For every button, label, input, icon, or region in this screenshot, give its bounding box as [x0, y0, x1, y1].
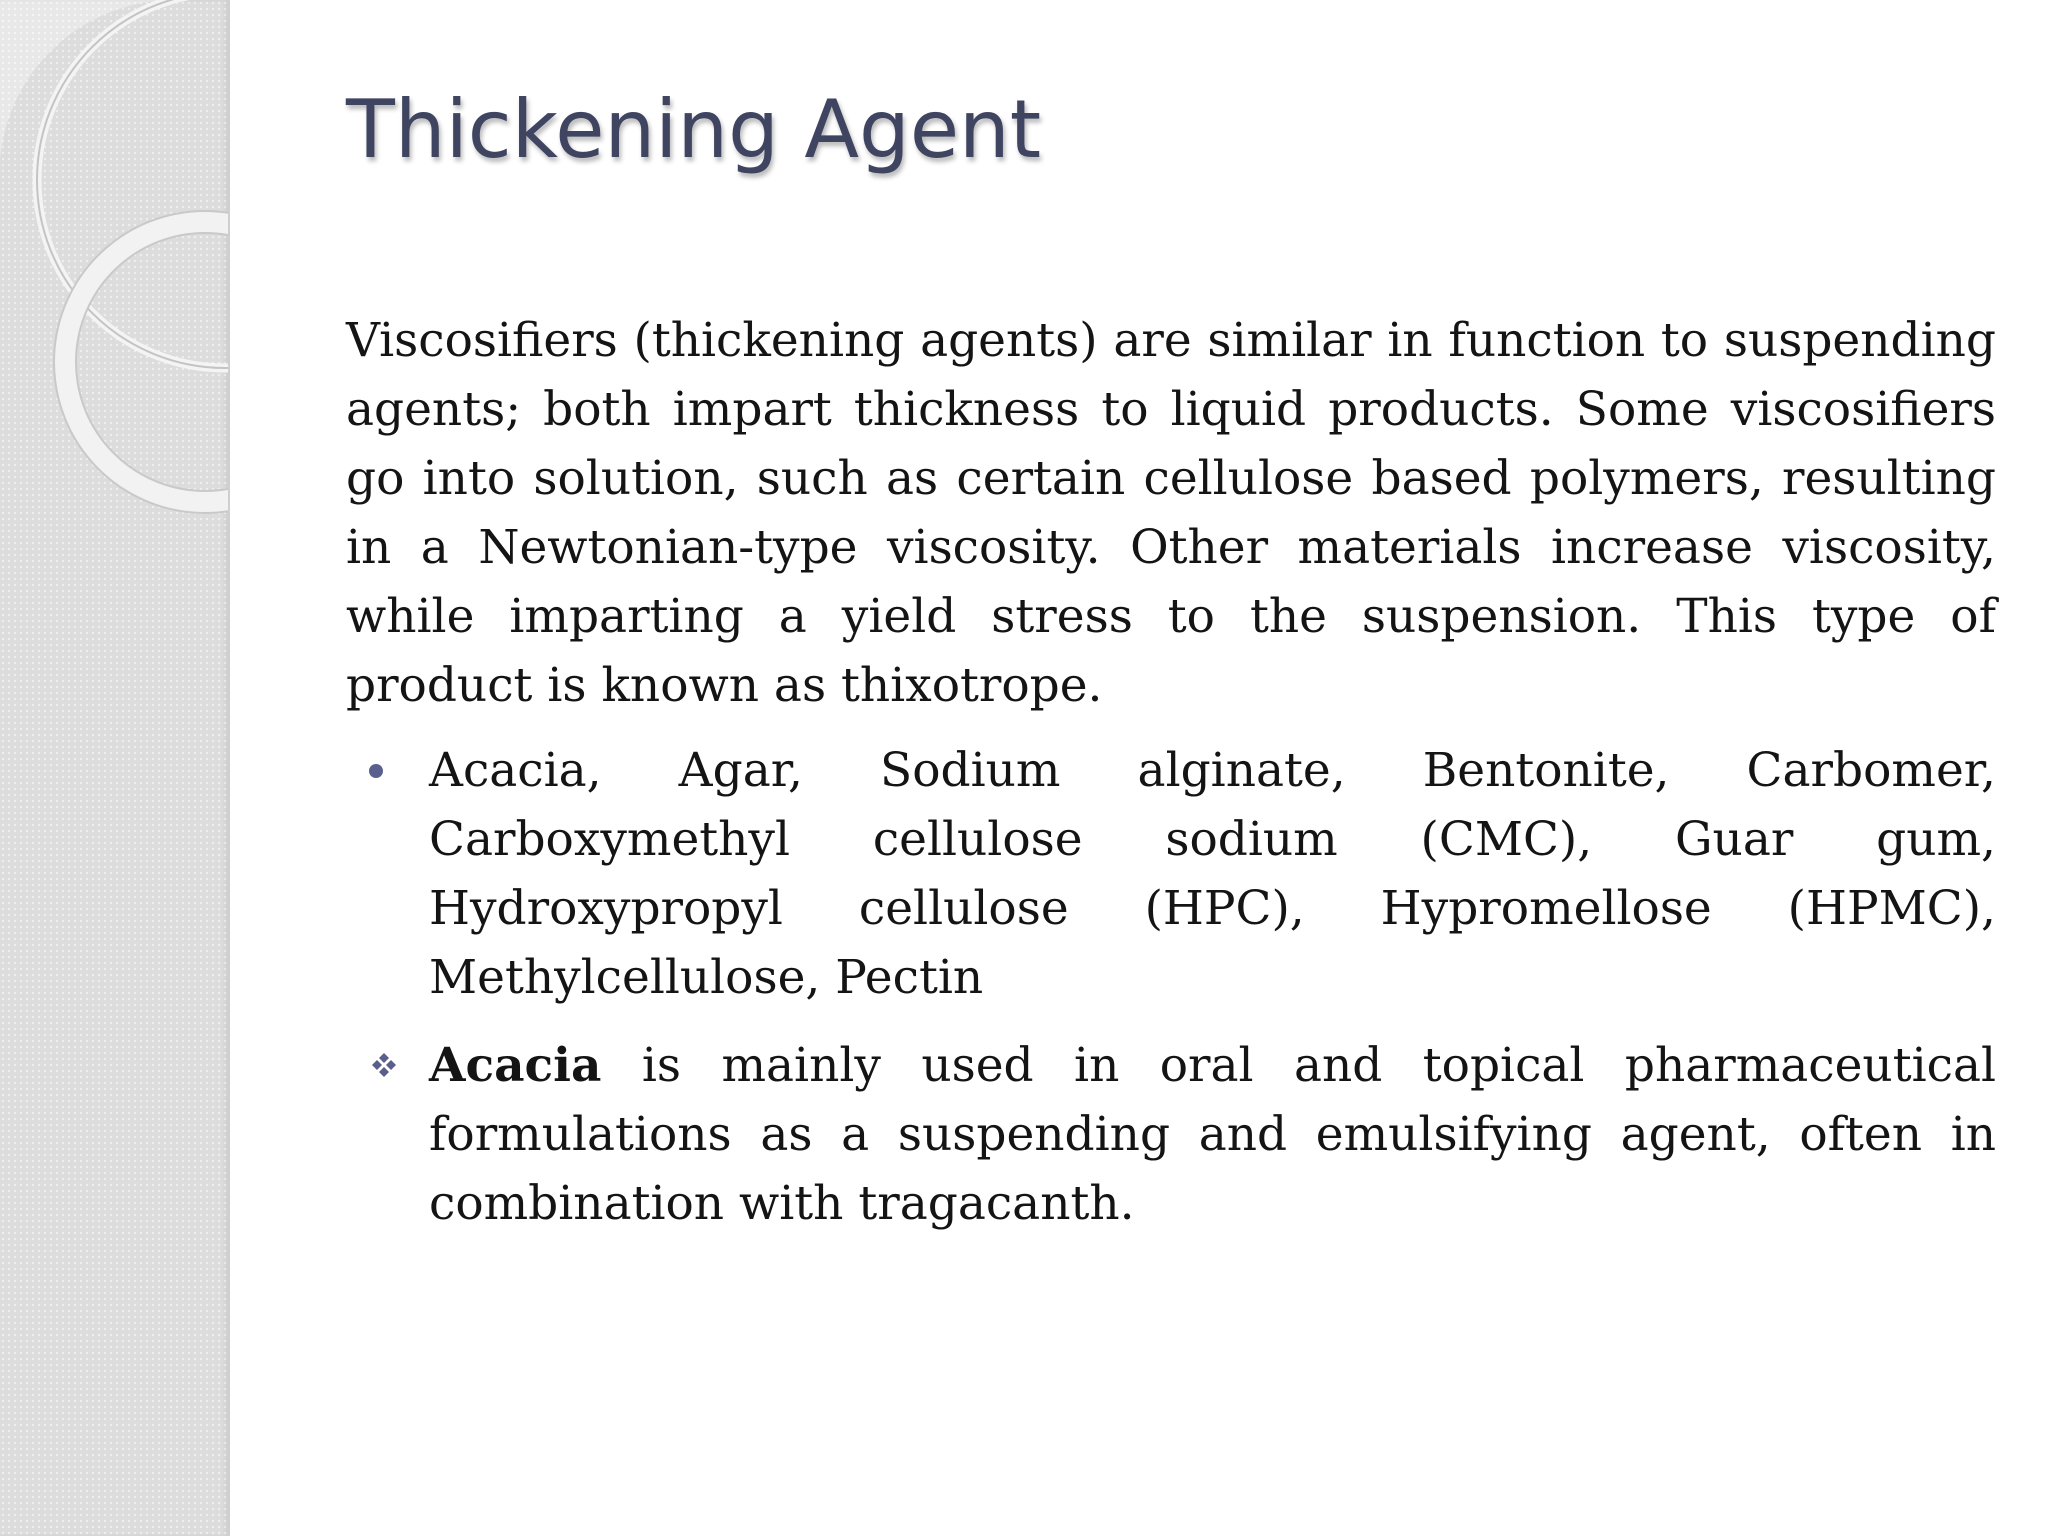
- intro-paragraph: Viscosifiers (thickening agents) are similar in function to suspending agents; both impart thickness to liquid products. Some viscosifiers go into solution, such as certain cellulose based polymers, resulting in a Newtonian-type viscosity. Other materials increase viscosity, while imparting a yield stress to the suspension. This type of product is known as thixotrope.: [346, 313, 1996, 713]
- round-bullet-icon: [369, 764, 383, 778]
- acacia-description: [429, 1038, 1996, 1231]
- acacia-text: is mainly used in oral and topical pharmaceutical formulations as a suspending and emulsifying agent, often in combination with tragacanth.: [429, 1038, 1996, 1231]
- slide-title: Thickening Agent: [346, 83, 1042, 176]
- decorative-circles: [0, 0, 228, 520]
- acacia-list-item: [346, 1031, 1996, 1238]
- agents-list-item: [346, 736, 1996, 1012]
- agents-list-text: Acacia, Agar, Sodium alginate, Bentonite, Carbomer, Carboxymethyl cellulose sodium (CMC), Guar gum, Hydroxypropyl cellulose (HPC), Hypromellose (HPMC), Methylcellulose, Pectin: [429, 743, 1996, 1005]
- acacia-term: Acacia: [429, 1038, 602, 1093]
- decorative-sidebar: [0, 0, 230, 1536]
- slide-body: [346, 306, 1996, 1238]
- diamond-bullet-icon: [366, 1047, 402, 1083]
